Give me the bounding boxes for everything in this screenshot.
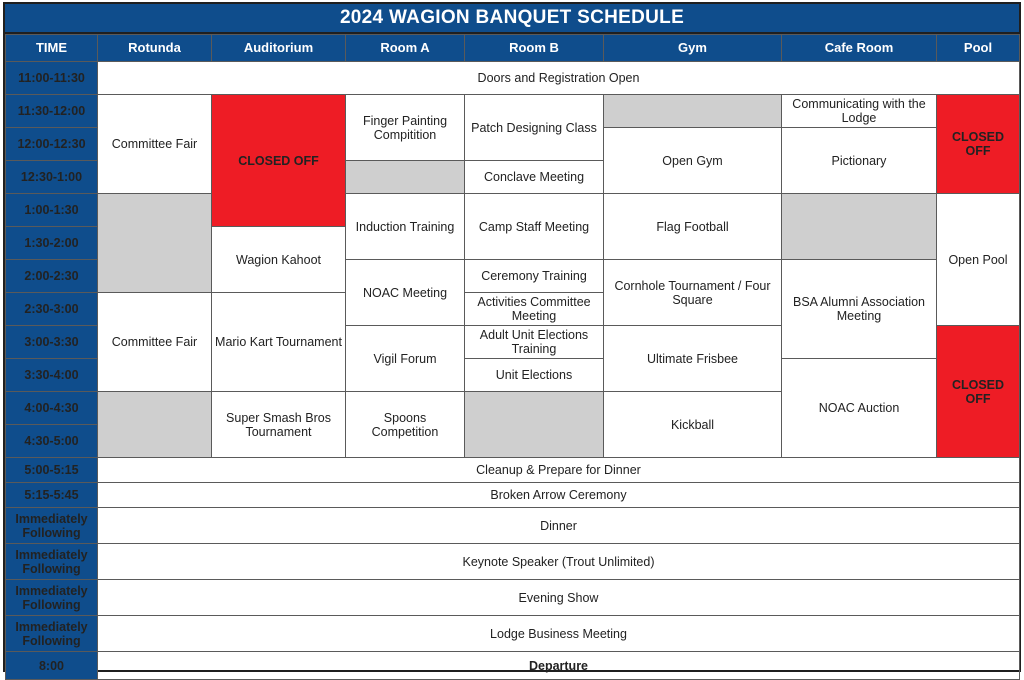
time-cell: 4:30-5:00	[6, 425, 98, 458]
time-cell: 1:30-2:00	[6, 227, 98, 260]
event-cell: Activities Committee Meeting	[465, 293, 604, 326]
event-cell: Keynote Speaker (Trout Unlimited)	[98, 544, 1020, 580]
event-cell: Cleanup & Prepare for Dinner	[98, 458, 1020, 483]
time-cell: 3:00-3:30	[6, 326, 98, 359]
event-cell: Cornhole Tournament / Four Square	[604, 260, 782, 326]
table-row	[6, 580, 1020, 616]
event-cell: Super Smash Bros Tournament	[212, 392, 346, 458]
event-cell: Patch Designing Class	[465, 95, 604, 161]
table-row	[6, 194, 1020, 227]
time-cell: Immediately Following	[6, 544, 98, 580]
event-cell: Wagion Kahoot	[212, 227, 346, 293]
time-cell: Immediately Following	[6, 580, 98, 616]
event-cell: BSA Alumni Association Meeting	[782, 260, 937, 359]
time-cell: 12:00-12:30	[6, 128, 98, 161]
event-cell: Dinner	[98, 508, 1020, 544]
event-cell: Open Pool	[937, 194, 1020, 326]
event-cell: Ultimate Frisbee	[604, 326, 782, 392]
event-cell: Communicating with the Lodge	[782, 95, 937, 128]
event-cell: Finger Painting Compitition	[346, 95, 465, 161]
page-title: 2024 WAGION BANQUET SCHEDULE	[5, 4, 1019, 34]
empty-cell	[346, 161, 465, 194]
empty-cell	[465, 392, 604, 458]
event-cell: Open Gym	[604, 128, 782, 194]
column-header-rotunda: Rotunda	[98, 35, 212, 62]
table-row	[6, 652, 1020, 680]
event-cell: Spoons Competition	[346, 392, 465, 458]
event-cell: Camp Staff Meeting	[465, 194, 604, 260]
column-header-cafe-room: Cafe Room	[782, 35, 937, 62]
time-cell: 5:15-5:45	[6, 483, 98, 508]
event-cell: Ceremony Training	[465, 260, 604, 293]
event-cell: Lodge Business Meeting	[98, 616, 1020, 652]
time-cell: 1:00-1:30	[6, 194, 98, 227]
empty-cell	[782, 194, 937, 260]
event-cell: Mario Kart Tournament	[212, 293, 346, 392]
table-row	[6, 616, 1020, 652]
time-cell: 8:00	[6, 652, 98, 680]
event-cell: Evening Show	[98, 580, 1020, 616]
time-cell: Immediately Following	[6, 616, 98, 652]
event-cell: Committee Fair	[98, 293, 212, 392]
event-cell: Doors and Registration Open	[98, 62, 1020, 95]
table-row	[6, 458, 1020, 483]
event-cell: Departure	[98, 652, 1020, 680]
event-cell: Conclave Meeting	[465, 161, 604, 194]
time-cell: 3:30-4:00	[6, 359, 98, 392]
empty-cell	[98, 194, 212, 293]
time-cell: 4:00-4:30	[6, 392, 98, 425]
event-cell: Vigil Forum	[346, 326, 465, 392]
closed-off-cell: CLOSED OFF	[212, 95, 346, 227]
event-cell: Broken Arrow Ceremony	[98, 483, 1020, 508]
event-cell: NOAC Auction	[782, 359, 937, 458]
table-row	[6, 508, 1020, 544]
time-cell: 5:00-5:15	[6, 458, 98, 483]
event-cell: Kickball	[604, 392, 782, 458]
event-cell: Induction Training	[346, 194, 465, 260]
time-cell: 2:30-3:00	[6, 293, 98, 326]
table-row	[6, 62, 1020, 95]
column-header-auditorium: Auditorium	[212, 35, 346, 62]
closed-off-cell: CLOSED OFF	[937, 326, 1020, 458]
event-cell: Committee Fair	[98, 95, 212, 194]
column-header-room-b: Room B	[465, 35, 604, 62]
time-cell: 11:00-11:30	[6, 62, 98, 95]
event-cell: Unit Elections	[465, 359, 604, 392]
column-header-room-a: Room A	[346, 35, 465, 62]
schedule-table	[5, 34, 1020, 680]
time-cell: 12:30-1:00	[6, 161, 98, 194]
event-cell: Adult Unit Elections Training	[465, 326, 604, 359]
event-cell: Flag Football	[604, 194, 782, 260]
event-cell: Pictionary	[782, 128, 937, 194]
column-header-time: TIME	[6, 35, 98, 62]
table-row	[6, 544, 1020, 580]
table-row	[6, 483, 1020, 508]
table-row	[6, 95, 1020, 128]
schedule-sheet	[3, 2, 1021, 672]
column-header-gym: Gym	[604, 35, 782, 62]
time-cell: 2:00-2:30	[6, 260, 98, 293]
empty-cell	[604, 95, 782, 128]
event-cell: NOAC Meeting	[346, 260, 465, 326]
column-header-pool: Pool	[937, 35, 1020, 62]
time-cell: Immediately Following	[6, 508, 98, 544]
header-row	[6, 35, 1020, 62]
time-cell: 11:30-12:00	[6, 95, 98, 128]
closed-off-cell: CLOSED OFF	[937, 95, 1020, 194]
empty-cell	[98, 392, 212, 458]
